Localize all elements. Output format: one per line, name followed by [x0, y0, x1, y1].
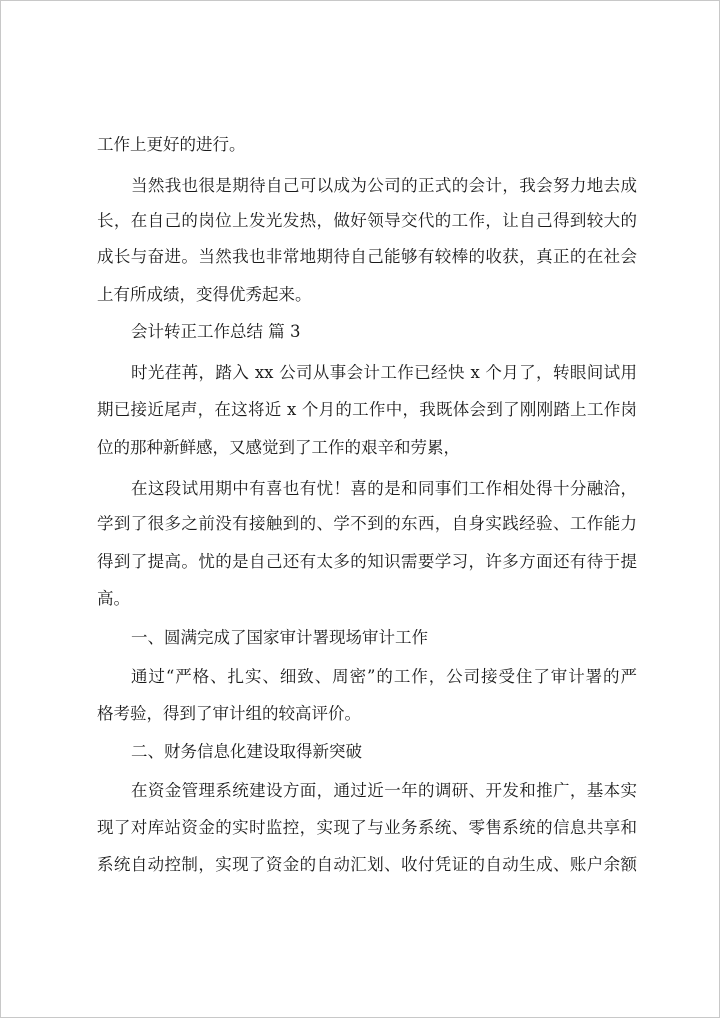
text-line: 高。 — [97, 589, 130, 608]
text-line: 当然我也很是期待自己可以成为公司的正式的会计，我会努力地去成 — [131, 176, 637, 195]
text-line: 得到了提高。忧的是自己还有太多的知识需要学习，许多方面还有待于提 — [97, 552, 637, 571]
text-line: 期已接近尾声，在这将近 x 个月的工作中，我既体会到了刚刚踏上工作岗 — [97, 400, 637, 419]
text-line: 格考验，得到了审计组的较高评价。 — [97, 704, 361, 723]
text-line: 系统自动控制，实现了资金的自动汇划、收付凭证的自动生成、账户余额 — [97, 855, 637, 874]
text-line: 在资金管理系统建设方面，通过近一年的调研、开发和推广，基本实 — [131, 781, 637, 800]
text-line: 在这段试用期中有喜也有忧！喜的是和同事们工作相处得十分融洽， — [131, 479, 637, 498]
text-line: 成长与奋进。当然我也非常地期待自己能够有较棒的收获，真正的在社会 — [97, 247, 637, 266]
text-line: 现了对库站资金的实时监控，实现了与业务系统、零售系统的信息共享和 — [97, 818, 637, 837]
text-line: 工作上更好的进行。 — [97, 135, 246, 154]
section-heading: 一、圆满完成了国家审计署现场审计工作 — [131, 628, 428, 647]
section-heading: 会计转正工作总结 篇 3 — [131, 322, 301, 341]
text-line: 长，在自己的岗位上发光发热，做好领导交代的工作，让自己得到较大的 — [97, 211, 637, 230]
text-line: 通过“严格、扎实、细致、周密”的工作，公司接受住了审计署的严 — [131, 667, 637, 686]
section-heading: 二、财务信息化建设取得新突破 — [131, 742, 362, 761]
text-line: 位的那种新鲜感，又感觉到了工作的艰辛和劳累， — [97, 438, 460, 457]
text-line: 学到了很多之前没有接触到的、学不到的东西，自身实践经验、工作能力 — [97, 514, 637, 533]
text-line: 时光荏苒，踏入 xx 公司从事会计工作已经快 x 个月了，转眼间试用 — [131, 363, 637, 382]
text-line: 上有所成绩，变得优秀起来。 — [97, 285, 312, 304]
